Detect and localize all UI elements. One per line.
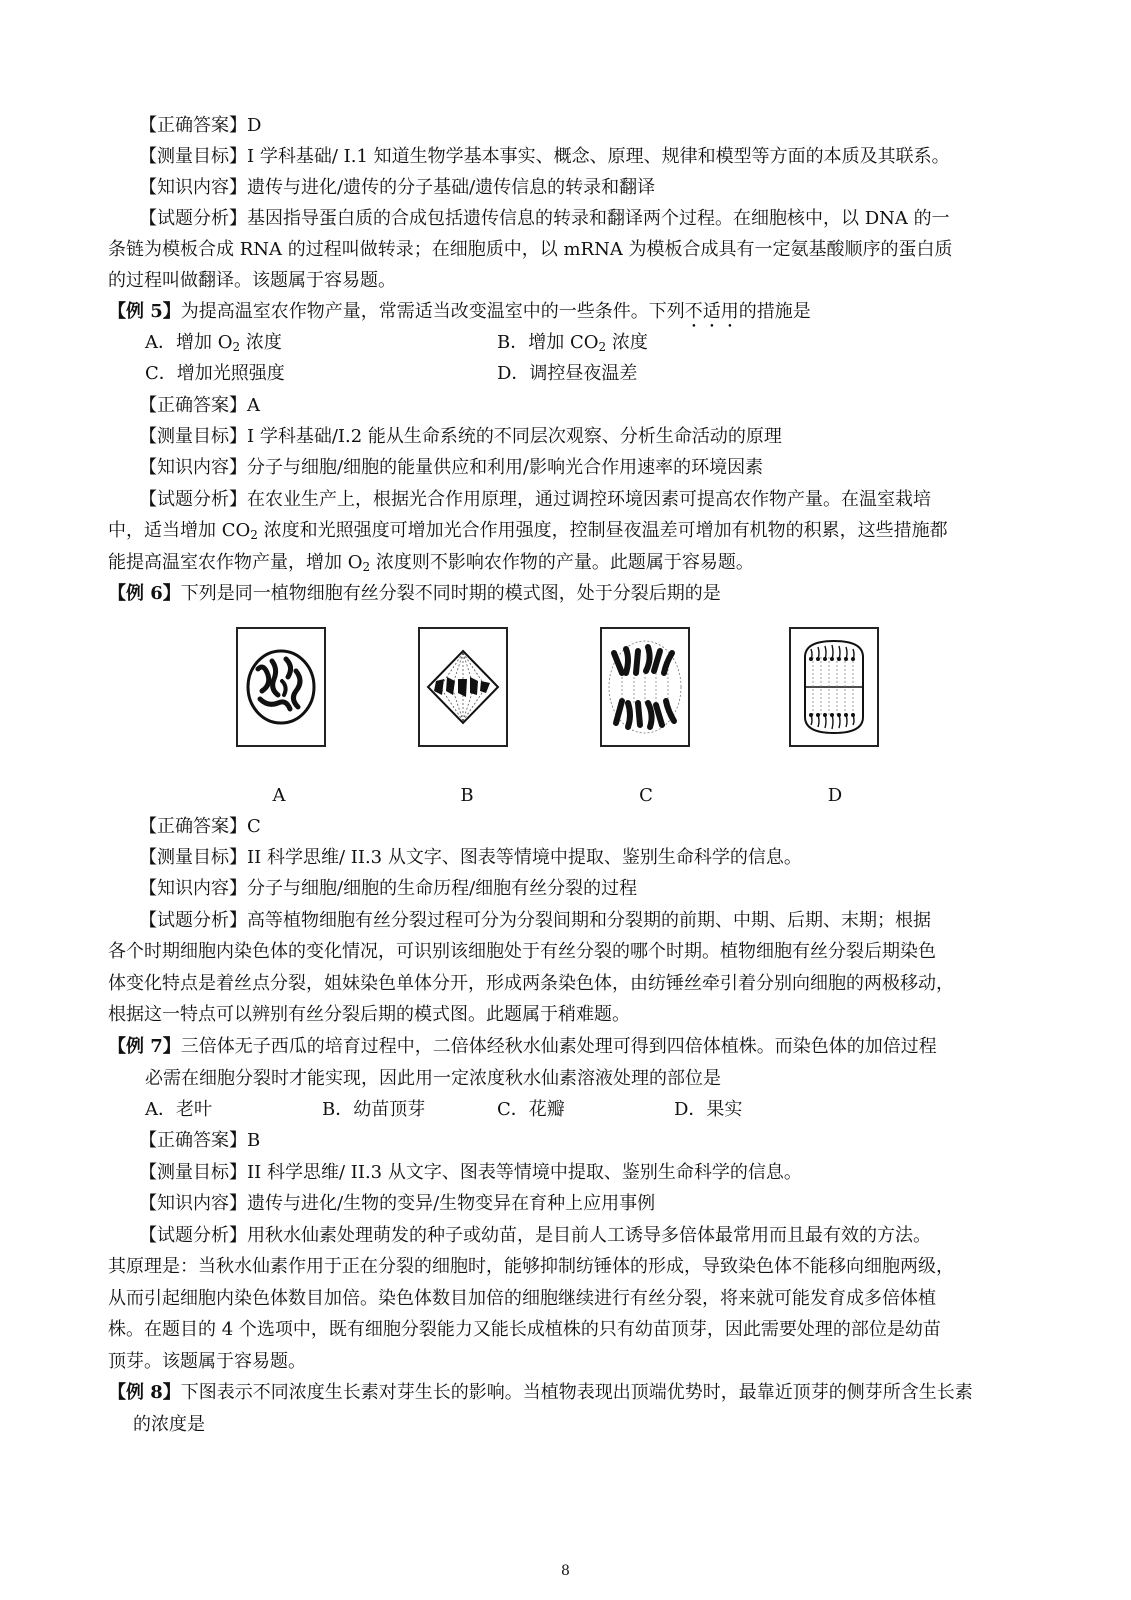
content-line: 【知识内容】分子与细胞/细胞的生命历程/细胞有丝分裂的过程: [139, 878, 638, 899]
analysis-line: 的过程叫做翻译。该题属于容易题。: [108, 270, 396, 291]
stem-text: 下列是同一植物细胞有丝分裂不同时期的模式图，处于分裂后期的是: [180, 583, 721, 604]
stem-text: 三倍体无子西瓜的培育过程中，二倍体经秋水仙素处理可得到四倍体植株。而染色体的加倍过程: [180, 1036, 937, 1057]
example-tag: 【例 7】: [108, 1036, 181, 1057]
page-number: 8: [561, 1563, 570, 1579]
answer-line: 【正确答案】C: [139, 816, 261, 837]
stem-text: 为提高温室农作物产量，常需适当改变温室中的一些条件。下列: [180, 301, 685, 322]
prophase-cell-drawing: [238, 629, 324, 745]
example-5-stem: [108, 297, 1038, 332]
analysis-line: 能提高温室农作物产量，增加 $O_2$ 浓度则不影响农作物的产量。此题属于容易题。: [108, 552, 754, 574]
option-c: C．增加光照强度: [145, 363, 285, 384]
analysis-line: 其原理是：当秋水仙素作用于正在分裂的细胞时，能够抑制纺锤体的形成，导致染色体不能移向细胞两级，: [108, 1256, 954, 1277]
analysis-line: 株。在题目的 4 个选项中，既有细胞分裂能力又能长成植株的只有幼苗顶芽，因此需要处理的部位是幼苗: [108, 1319, 941, 1340]
option-a: A．增加 $O_2$ 浓度: [145, 332, 282, 354]
cell-figure-b: [418, 627, 508, 747]
cell-figure-d: [789, 627, 879, 747]
analysis-line: 顶芽。该题属于容易题。: [108, 1351, 306, 1372]
example-6-stem: [108, 579, 1038, 609]
example-tag: 【例 8】: [108, 1382, 181, 1403]
goal-line: 【测量目标】I 学科基础/ I.1 知道生物学基本事实、概念、原理、规律和模型等方面的本质及其联系。: [139, 146, 950, 167]
figure-label-c: C: [639, 785, 653, 806]
figure-label-b: B: [460, 785, 474, 806]
goal-line: 【测量目标】I 学科基础/I.2 能从生命系统的不同层次观察、分析生命活动的原理: [139, 426, 782, 447]
answer-line: 【正确答案】A: [139, 395, 260, 416]
analysis-line: 【试题分析】在农业生产上，根据光合作用原理，通过调控环境因素可提高农作物产量。在温室栽培: [139, 489, 931, 510]
analysis-line: 体变化特点是着丝点分裂，姐妹染色单体分开，形成两条染色体，由纺锤丝牵引着分别向细胞的两极移动，: [108, 973, 954, 994]
option-b: B．增加 $CO_2$ 浓度: [497, 332, 648, 354]
example-8-stem-cont: 的浓度是: [133, 1414, 205, 1435]
goal-line: 【测量目标】II 科学思维/ II.3 从文字、图表等情境中提取、鉴别生命科学的信息。: [139, 1162, 802, 1183]
example-tag: 【例 5】: [108, 301, 181, 322]
option-d: D．果实: [674, 1099, 743, 1120]
content-line: 【知识内容】分子与细胞/细胞的能量供应和利用/影响光合作用速率的环境因素: [139, 457, 764, 478]
figure-label-a: A: [272, 785, 286, 806]
metaphase-cell-drawing: [420, 629, 506, 745]
answer-line: 【正确答案】B: [139, 1130, 261, 1151]
option-b: B．幼苗顶芽: [322, 1099, 426, 1120]
content-line: 【知识内容】遗传与进化/遗传的分子基础/遗传信息的转录和翻译: [139, 177, 656, 198]
cell-figure-a: [236, 627, 326, 747]
emphasis-text: 不适用: [684, 301, 739, 322]
anaphase-cell-drawing: [602, 629, 688, 745]
stem-text: 下图表示不同浓度生长素对芽生长的影响。当植物表现出顶端优势时，最靠近顶芽的侧芽所含生长素: [180, 1382, 973, 1403]
figure-label-d: D: [827, 785, 843, 806]
analysis-line: 条链为模板合成 RNA 的过程叫做转录；在细胞质中，以 mRNA 为模板合成具有一定氨基酸顺序的蛋白质: [108, 239, 953, 260]
analysis-line: 从而引起细胞内染色体数目加倍。染色体数目加倍的细胞继续进行有丝分裂，将来就可能发育成多倍体植: [108, 1288, 936, 1309]
cell-figure-c: [600, 627, 690, 747]
analysis-line: 中，适当增加 $CO_2$ 浓度和光照强度可增加光合作用强度，控制昼夜温差可增加有机物的积累，这些措施都: [108, 520, 948, 542]
analysis-line: 【试题分析】基因指导蛋白质的合成包括遗传信息的转录和翻译两个过程。在细胞核中，以 DNA 的一: [139, 208, 950, 229]
analysis-line: 【试题分析】用秋水仙素处理萌发的种子或幼苗，是目前人工诱导多倍体最常用而且最有效的方法。: [139, 1225, 931, 1246]
stem-text: 的措施是: [738, 301, 811, 322]
content-line: 【知识内容】遗传与进化/生物的变异/生物变异在育种上应用事例: [139, 1193, 656, 1214]
analysis-line: 各个时期细胞内染色体的变化情况，可识别该细胞处于有丝分裂的哪个时期。植物细胞有丝分裂后期染色: [108, 941, 936, 962]
analysis-line: 【试题分析】高等植物细胞有丝分裂过程可分为分裂间期和分裂期的前期、中期、后期、末期；根据: [139, 910, 931, 931]
example-7-stem-cont: 必需在细胞分裂时才能实现，因此用一定浓度秋水仙素溶液处理的部位是: [145, 1068, 721, 1089]
goal-line: 【测量目标】II 科学思维/ II.3 从文字、图表等情境中提取、鉴别生命科学的信息。: [139, 847, 802, 868]
example-tag: 【例 6】: [108, 583, 181, 604]
option-d: D．调控昼夜温差: [497, 363, 638, 384]
option-c: C．花瓣: [497, 1099, 565, 1120]
example-7-stem: [108, 1032, 1038, 1062]
answer-line: 【正确答案】D: [139, 115, 262, 136]
analysis-line: 根据这一特点可以辨别有丝分裂后期的模式图。此题属于稍难题。: [108, 1004, 630, 1025]
telophase-cell-drawing: [791, 629, 877, 745]
option-a: A．老叶: [145, 1099, 212, 1120]
example-8-stem: [108, 1378, 1038, 1408]
